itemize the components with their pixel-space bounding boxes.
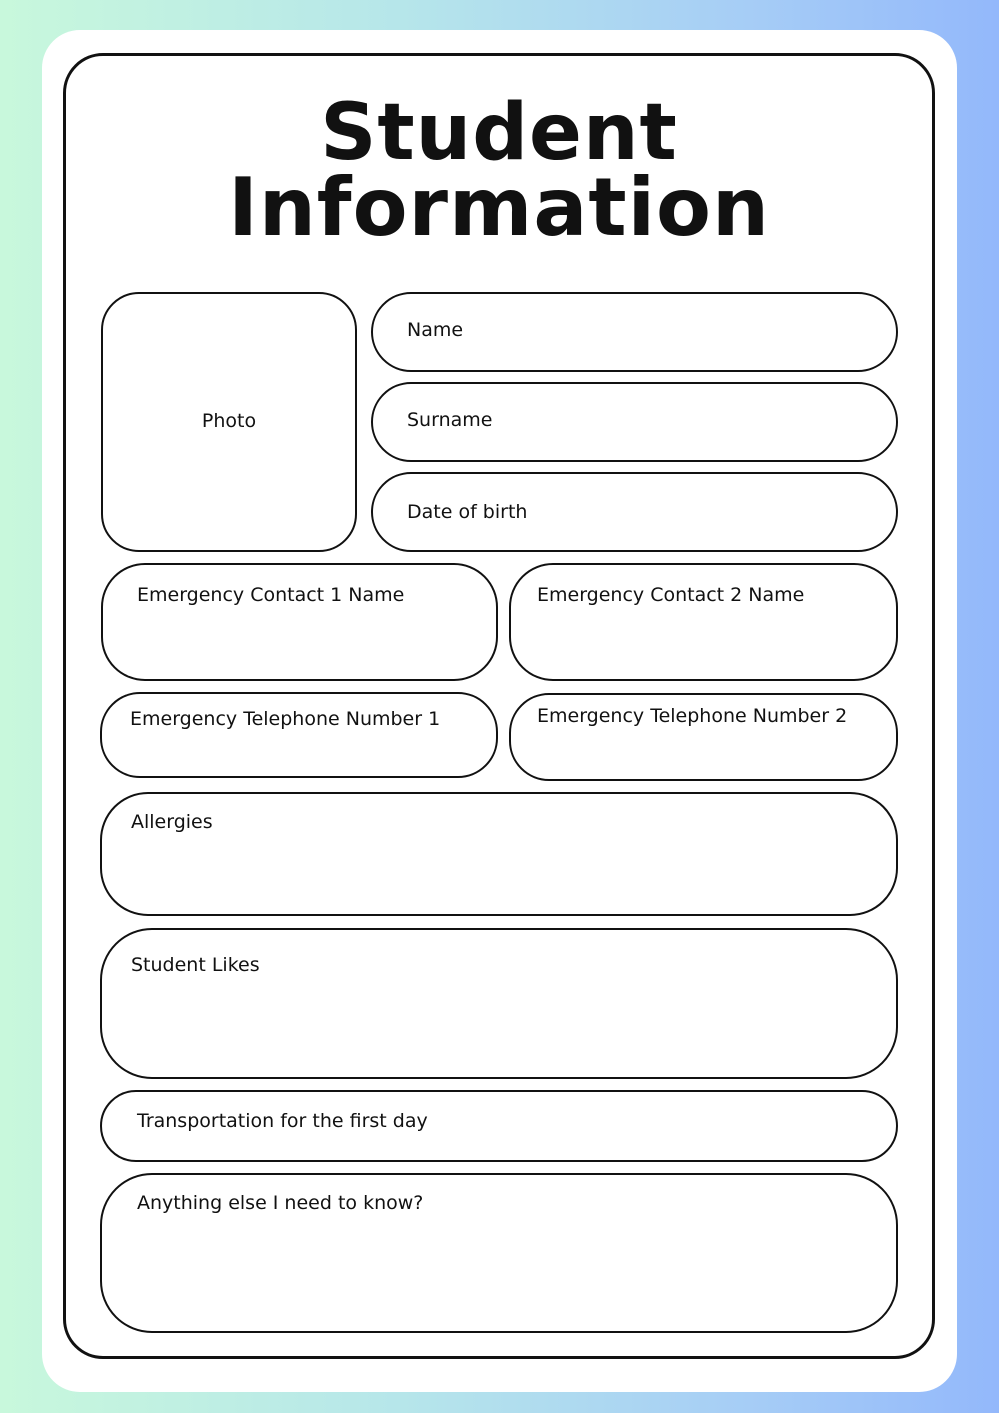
name-label: Name xyxy=(407,319,464,341)
page-title-line-2: Information xyxy=(228,161,770,254)
student-likes-field[interactable] xyxy=(100,928,898,1079)
student-likes-label: Student Likes xyxy=(131,954,260,976)
surname-label: Surname xyxy=(407,409,493,431)
emergency-contact-2-label: Emergency Contact 2 Name xyxy=(537,584,805,606)
transportation-label: Transportation for the first day xyxy=(137,1110,428,1132)
transportation-field[interactable] xyxy=(100,1090,898,1162)
anything-else-label: Anything else I need to know? xyxy=(137,1192,424,1214)
date-of-birth-label: Date of birth xyxy=(407,501,528,523)
allergies-label: Allergies xyxy=(131,811,213,833)
emergency-contact-1-label: Emergency Contact 1 Name xyxy=(137,584,405,606)
name-field[interactable] xyxy=(371,292,898,372)
emergency-phone-1-label: Emergency Telephone Number 1 xyxy=(130,708,441,730)
page-title-line-1: Student xyxy=(320,88,678,178)
emergency-contact-2-field[interactable] xyxy=(509,563,898,681)
surname-field[interactable] xyxy=(371,382,898,462)
date-of-birth-field[interactable] xyxy=(371,472,898,552)
allergies-field[interactable] xyxy=(100,792,898,916)
anything-else-field[interactable] xyxy=(100,1173,898,1333)
photo-box[interactable] xyxy=(101,292,357,552)
emergency-phone-2-field[interactable] xyxy=(509,693,898,781)
emergency-contact-1-field[interactable] xyxy=(101,563,498,681)
emergency-phone-2-label: Emergency Telephone Number 2 xyxy=(537,705,848,727)
emergency-phone-1-field[interactable] xyxy=(100,692,498,778)
photo-label: Photo xyxy=(201,410,257,432)
